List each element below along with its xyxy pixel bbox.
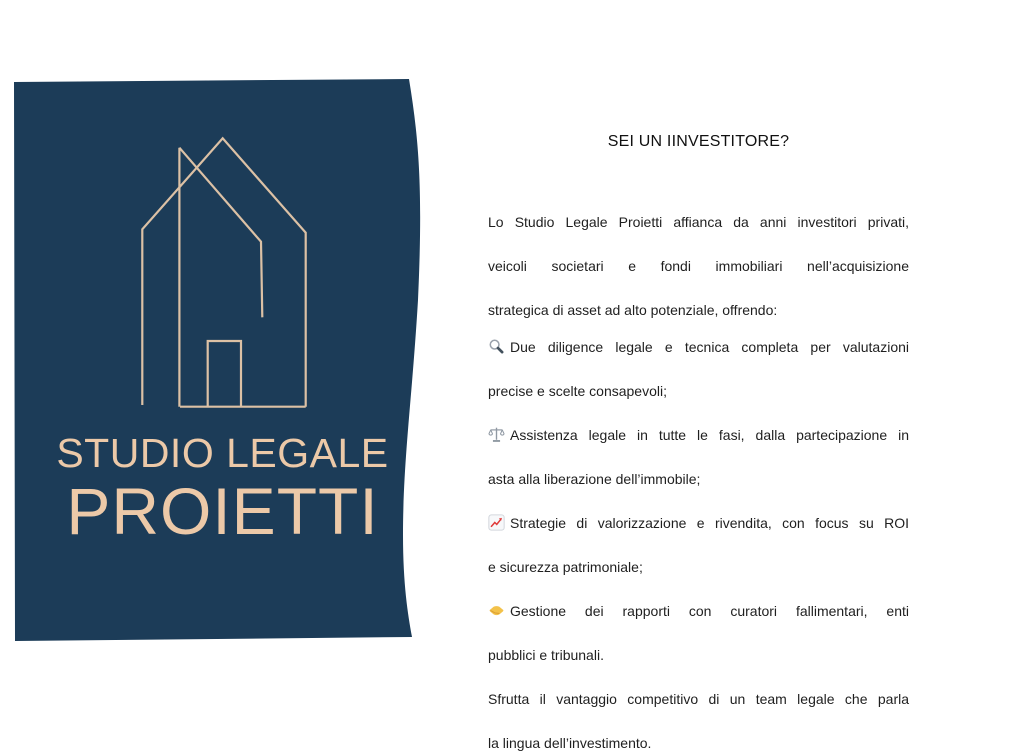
closing-paragraph-line: Sfrutta il vantaggio competitivo di un team legale che parla [488, 691, 909, 707]
bullet-item-1-line: Due diligence legale e tecnica completa per valutazioni [488, 336, 909, 380]
closing-paragraph [488, 688, 909, 754]
bullet-item-3-line: Strategie di valorizzazione e rivendita, con focus su ROI [488, 512, 909, 556]
scales-icon [488, 426, 505, 443]
intro-paragraph-line: veicoli societari e fondi immobiliari nell’acquisizione [488, 258, 909, 274]
bullet-item-2 [488, 424, 909, 490]
intro-paragraph-line: Lo Studio Legale Proietti affianca da anni investitori privati, [488, 214, 909, 230]
brand-panel-shape [14, 79, 420, 641]
magnifier-icon [488, 338, 505, 355]
handshake-icon [488, 602, 505, 619]
closing-paragraph-line: la lingua dell’investimento. [488, 735, 652, 751]
intro-paragraph-line: strategica di asset ad alto potenziale, offrendo: [488, 302, 778, 318]
bullet-item-2-line: Assistenza legale in tutte le fasi, dalla partecipazione in [488, 424, 909, 468]
bullet-item-1-line: precise e scelte consapevoli; [488, 383, 667, 399]
bullet-item-2-line: asta alla liberazione dell’immobile; [488, 471, 701, 487]
intro-paragraph [488, 211, 909, 321]
body-text [488, 211, 909, 754]
bullet-item-4-line: pubblici e tribunali. [488, 647, 604, 663]
content-column [488, 131, 909, 754]
brand-name-line2: PROIETTI [66, 474, 379, 548]
bullet-item-4-line: Gestione dei rapporti con curatori fallimentari, enti [488, 600, 909, 644]
bullet-item-1 [488, 336, 909, 402]
brand-name-line1: STUDIO LEGALE [56, 430, 389, 476]
chart-up-icon [488, 514, 505, 531]
bullet-item-4 [488, 600, 909, 666]
bullet-item-3 [488, 512, 909, 578]
page-title: SEI UN IINVESTITORE? [607, 133, 790, 150]
bullet-item-3-line: e sicurezza patrimoniale; [488, 559, 643, 575]
